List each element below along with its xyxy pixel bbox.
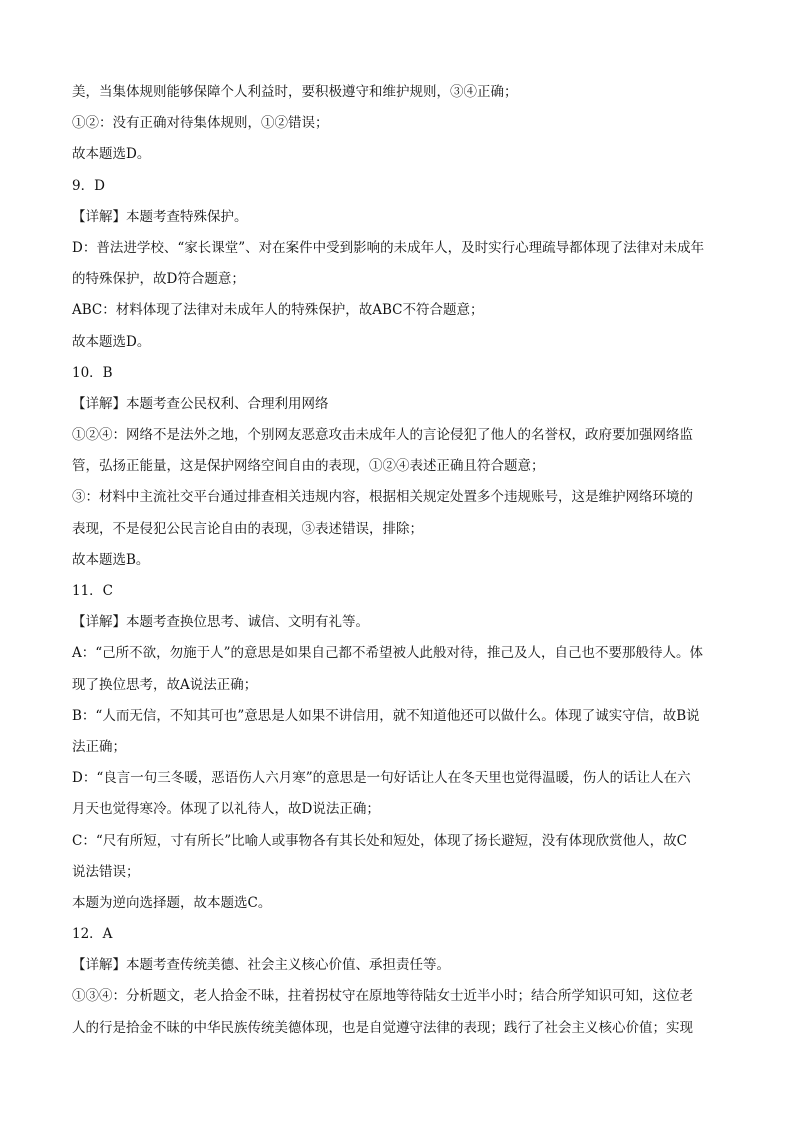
question-number: 10．B bbox=[72, 364, 113, 381]
text-line: 美，当集体规则能够保障个人利益时，要积极遵守和维护规则，③④正确； bbox=[72, 84, 518, 100]
text-line: 法正确； bbox=[72, 738, 126, 755]
explanation-heading: 【详解】本题考查传统美德、社会主义核心价值、承担责任等。 bbox=[72, 957, 450, 974]
text-line: 的特殊保护，故D符合题意； bbox=[72, 271, 245, 288]
text-line: 故本题选B。 bbox=[72, 551, 150, 568]
question-number: 12．A bbox=[72, 926, 113, 943]
text-line: A：“己所不欲，勿施于人”的意思是如果自己都不希望被人此般对待，推己及人，自己也不要那般待人。体 bbox=[72, 645, 704, 662]
text-line: 现了换位思考，故A说法正确； bbox=[72, 676, 258, 693]
text-line: 表现，不是侵犯公民言论自由的表现，③表述错误，排除； bbox=[72, 520, 423, 537]
text-line: 故本题选D。 bbox=[72, 146, 151, 163]
text-line: ①③④：分析题文，老人拾金不昧，拄着拐杖守在原地等待陆女士近半小时；结合所学知识可知，这位老 bbox=[72, 988, 693, 1005]
text-line: ③：材料中主流社交平台通过排查相关违规内容，根据相关规定处置多个违规账号，这是维护网络环境的 bbox=[72, 489, 693, 506]
explanation-heading: 【详解】本题考查换位思考、诚信、文明有礼等。 bbox=[72, 614, 369, 631]
text-line: B：“人而无信，不知其可也”意思是人如果不讲信用，就不知道他还可以做什么。体现了诚实守信，故B说 bbox=[72, 707, 700, 724]
text-line: ABC：材料体现了法律对未成年人的特殊保护，故ABC不符合题意； bbox=[72, 302, 484, 319]
text-line: 月天也觉得寒冷。体现了以礼待人，故D说法正确； bbox=[72, 801, 380, 818]
text-line: 说法错误； bbox=[72, 863, 140, 880]
text-line: 故本题选D。 bbox=[72, 333, 151, 350]
text-line: 本题为逆向选择题，故本题选C。 bbox=[72, 894, 272, 911]
text-line: 管，弘扬正能量，这是保护网络空间自由的表现，①②④表述正确且符合题意； bbox=[72, 458, 545, 475]
text-line: C：“尺有所短，寸有所长”比喻人或事物各有其长处和短处，体现了扬长避短，没有体现欣赏他人，故C bbox=[72, 832, 687, 849]
text-line: D：普法进学校、“家长课堂”、对在案件中受到影响的未成年人，及时实行心理疏导都体现了法律对未成年 bbox=[72, 239, 705, 256]
text-line: ①②：没有正确对待集体规则，①②错误； bbox=[72, 115, 329, 132]
text-line: 人的行是拾金不昧的中华民族传统美德体现，也是自觉遵守法律的表现；践行了社会主义核心价值；实现 bbox=[72, 1019, 693, 1036]
text-line: D：“良言一句三冬暖，恶语伤人六月寒”的意思是一句好话让人在冬天里也觉得温暖，伤人的话让人在六 bbox=[72, 770, 691, 787]
document-body bbox=[72, 77, 724, 1044]
text-line: ①②④：网络不是法外之地，个别网友恶意攻击未成年人的言论侵犯了他人的名誉权，政府要加强网络监 bbox=[72, 427, 693, 444]
question-number: 11．C bbox=[72, 583, 114, 599]
question-number: 9．D bbox=[72, 177, 105, 194]
explanation-heading: 【详解】本题考查特殊保护。 bbox=[72, 208, 248, 225]
explanation-heading: 【详解】本题考查公民权利、合理利用网络 bbox=[72, 395, 329, 412]
